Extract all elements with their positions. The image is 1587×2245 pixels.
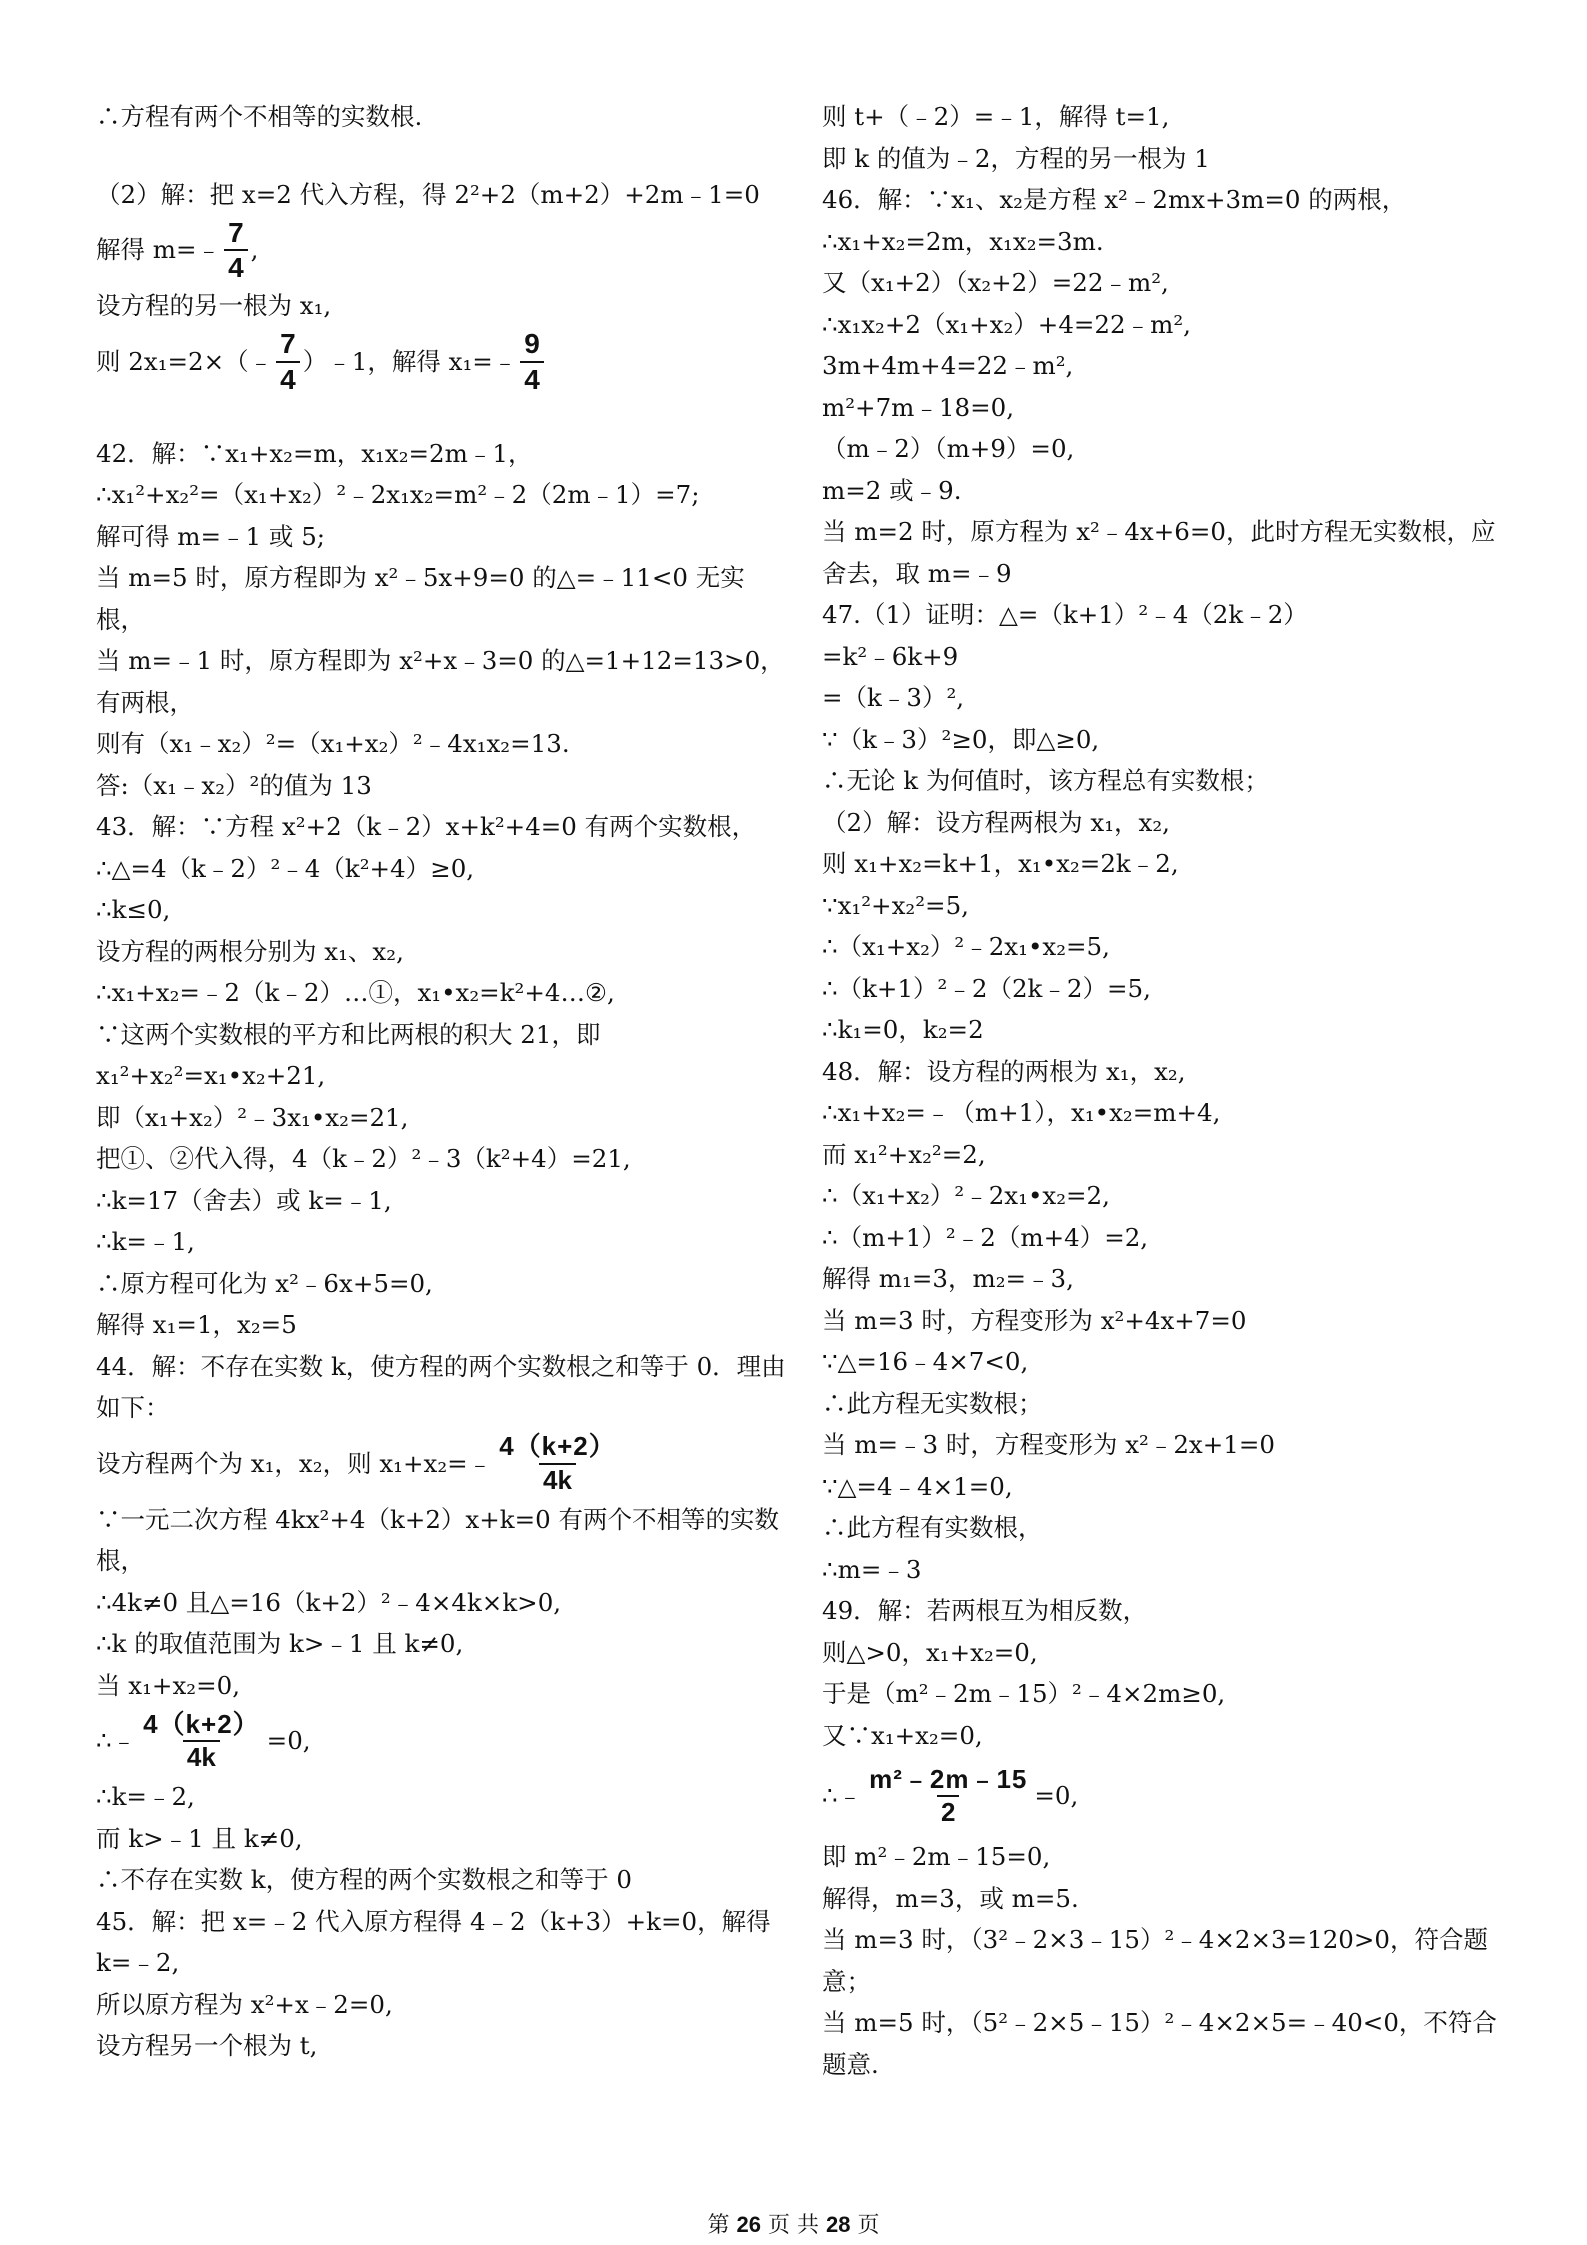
fraction [495,1433,620,1494]
formula-line [96,1706,786,1776]
text-line: ∴不存在实数 k，使方程的两个实数根之和等于 0 [96,1865,633,1894]
formula-line [96,215,786,285]
text-line: 则△>0，x₁+x₂=0, [822,1637,1038,1667]
fraction [865,1763,1031,1827]
text-line: 当 m=5 时，（5²﹣2×5﹣15）²﹣4×2×5=﹣40<0，不符合题意. [822,2008,1497,2079]
text-line: ∴x₁+x₂=2m，x₁x₂=3m. [822,226,1104,256]
text-line: 解得 x₁=1，x₂=5 [96,1310,297,1339]
text-line: ∴（k+1）²﹣2（2k﹣2）=5, [822,973,1151,1003]
text-line: ∴k=﹣1, [96,1227,195,1256]
text-line: 当 m=﹣3 时，方程变形为 x²﹣2x+1=0 [822,1430,1275,1459]
page-number: 26 [736,2212,761,2237]
text-line: ∴（x₁+x₂）²﹣2x₁•x₂=5, [822,932,1110,961]
fraction-denominator: 4 [224,249,248,282]
text-line: 45．解：把 x=﹣2 代入原方程得 4﹣2（k+3）+k=0，解得 k=﹣2, [96,1906,771,1977]
text-line: ∴x₁+x₂=﹣2（k﹣2）…①，x₁•x₂=k²+4…②, [96,978,615,1007]
fraction [139,1708,264,1772]
text-line: 46．解：∵x₁、x₂是方程 x²﹣2mx+3m=0 的两根， [822,185,1407,214]
text-line: 3m+4m+4=22﹣m², [822,351,1074,380]
fraction-numerator: 7 [280,328,296,360]
text-line: ∴无论 k 为何值时，该方程总有实数根； [822,766,1269,795]
spacer [96,138,786,174]
text-line: 解得，m=3，或 m=5. [822,1883,1079,1913]
text-fragment: , [250,235,259,264]
footer-prefix: 第 [707,2213,730,2238]
text-line: 当 m=5 时，原方程即为 x²﹣5x+9=0 的△=﹣11<0 无实根， [96,563,745,634]
text-fragment: =0, [1034,1781,1079,1811]
page-footer [0,2208,1587,2239]
fraction-denominator: 4k [183,1740,220,1771]
text-line: 当 m=3 时，（3²﹣2×3﹣15）²﹣4×2×3=120>0，符合题意； [822,1925,1489,1996]
spacer [96,397,786,433]
right-column [822,96,1512,2085]
text-line: 解可得 m=﹣1 或 5; [96,521,326,551]
text-line: ∴此方程有实数根， [822,1513,1043,1542]
footer-suffix: 页 [857,2213,880,2238]
fraction-numerator: m²﹣2m﹣15 [869,1763,1028,1794]
text-line: 又（x₁+2）（x₂+2）=22﹣m², [822,268,1169,297]
text-line: 设方程的两根分别为 x₁、x₂, [96,936,404,966]
text-line: 当 x₁+x₂=0, [96,1670,240,1700]
text-line: 于是（m²﹣2m﹣15）²﹣4×2m≥0, [822,1679,1226,1708]
text-line: 49．解：若两根互为相反数， [822,1596,1148,1625]
text-line: ∵△=4﹣4×1=0, [822,1471,1013,1501]
text-line: ∴此方程无实数根； [822,1388,1043,1418]
text-fragment: =0, [266,1726,311,1755]
text-line: 而 k>﹣1 且 k≠0, [96,1823,303,1853]
text-fragment: ∴﹣ [822,1781,863,1811]
text-line: 则 x₁+x₂=k+1，x₁•x₂=2k﹣2, [822,849,1179,878]
text-line: ∴（x₁+x₂）²﹣2x₁•x₂=2, [822,1181,1110,1210]
text-fragment: ∴﹣ [96,1726,137,1755]
formula-line [822,1756,1512,1836]
text-line: 则有（x₁﹣x₂）²=（x₁+x₂）²﹣4x₁x₂=13. [96,729,570,758]
text-line: 设方程的另一根为 x₁, [96,291,332,320]
text-line: 即 m²﹣2m﹣15=0, [822,1842,1051,1871]
text-line: 即（x₁+x₂）²﹣3x₁•x₂=21, [96,1102,409,1132]
text-line: 设方程另一个根为 t, [96,2031,318,2060]
text-line: 把①、②代入得，4（k﹣2）²﹣3（k²+4）=21, [96,1144,631,1173]
text-line: ∴△=4（k﹣2）²﹣4（k²+4）≥0, [96,853,475,883]
text-fragment: ）﹣1，解得 x₁=﹣ [302,346,518,376]
fraction-denominator: 4 [276,361,300,394]
text-line: =（k﹣3）², [822,683,965,712]
text-line: ∴k=﹣2, [96,1782,195,1811]
text-line: ∴m=﹣3 [822,1554,922,1584]
text-line: ∵△=16﹣4×7<0, [822,1347,1029,1376]
text-line: ∴k₁=0，k₂=2 [822,1015,984,1044]
text-line: ∴原方程可化为 x²﹣6x+5=0, [96,1268,433,1298]
formula-line [96,327,786,397]
text-line: ∴x₁+x₂=﹣（m+1），x₁•x₂=m+4, [822,1098,1221,1127]
text-line: ∴x₁x₂+2（x₁+x₂）+4=22﹣m², [822,309,1191,339]
fraction [520,329,544,394]
text-line: ∴方程有两个不相等的实数根. [96,102,423,131]
text-line: 解得 m₁=3，m₂=﹣3, [822,1264,1074,1293]
fraction [224,218,248,283]
text-line: ∴x₁²+x₂²=（x₁+x₂）²﹣2x₁x₂=m²﹣2（2m﹣1）=7; [96,480,700,509]
text-fragment: 则 2x₁=2×（﹣ [96,346,274,376]
fraction-numerator: 7 [228,216,244,248]
text-fragment: 设方程两个为 x₁，x₂，则 x₁+x₂=﹣ [96,1448,493,1478]
text-line: m=2 或﹣9. [822,475,962,505]
text-line: 即 k 的值为﹣2，方程的另一根为 1 [822,143,1210,173]
text-line: =k²﹣6k+9 [822,641,959,671]
fraction-denominator: 4 [520,361,544,394]
text-line: 44．解：不存在实数 k，使方程的两个实数根之和等于 0．理由如下： [96,1351,786,1422]
text-line: ∵这两个实数根的平方和比两根的积大 21，即 x₁²+x₂²=x₁•x₂+21, [96,1019,601,1090]
fraction [276,329,300,394]
left-column [96,96,786,2067]
text-line: 48．解：设方程的两根为 x₁，x₂, [822,1056,1186,1086]
text-line: 当 m=2 时，原方程为 x²﹣4x+6=0，此时方程无实数根，应舍去，取 m=﹣9 [822,517,1496,588]
fraction-denominator: 2 [937,1795,959,1826]
text-line: （2）解：把 x=2 代入方程，得 2²+2（m+2）+2m﹣1=0 [96,179,760,209]
page-total: 28 [826,2212,851,2237]
text-line: 47.（1）证明：△=（k+1）²﹣4（2k﹣2） [822,600,1308,629]
text-line: 当 m=﹣1 时，原方程即为 x²+x﹣3=0 的△=1+12=13>0，有两根， [96,646,785,717]
text-line: ∵一元二次方程 4kx²+4（k+2）x+k=0 有两个不相等的实数根， [96,1504,780,1575]
text-line: 而 x₁²+x₂²=2, [822,1139,986,1169]
text-line: 则 t+（﹣2）=﹣1，解得 t=1, [822,102,1170,131]
text-line: ∴k 的取值范围为 k>﹣1 且 k≠0, [96,1629,464,1658]
text-line: （m﹣2）（m+9）=0, [822,434,1075,463]
text-line: m²+7m﹣18=0, [822,392,1014,422]
text-line: 答:（x₁﹣x₂）²的值为 13 [96,770,372,800]
footer-middle: 页 共 [768,2213,819,2238]
formula-line [96,1429,786,1499]
text-line: 43．解：∵方程 x²+2（k﹣2）x+k²+4=0 有两个实数根， [96,812,757,841]
text-line: （2）解：设方程两根为 x₁，x₂, [822,807,1170,837]
text-line: ∴k≤0, [96,895,171,924]
fraction-numerator: 4（k+2） [143,1708,260,1739]
fraction-denominator: 4k [539,1463,576,1494]
text-line: ∴4k≠0 且△=16（k+2）²﹣4×4k×k>0, [96,1587,562,1617]
text-line: 42．解：∵x₁+x₂=m，x₁x₂=2m﹣1， [96,438,533,468]
text-line: ∴k=17（舍去）或 k=﹣1, [96,1185,392,1215]
fraction-numerator: 9 [524,328,540,360]
text-line: ∵x₁²+x₂²=5, [822,890,969,920]
text-line: 当 m=3 时，方程变形为 x²+4x+7=0 [822,1305,1247,1335]
text-line: ∵（k﹣3）²≥0，即△≥0, [822,724,1100,754]
fraction-numerator: 4（k+2） [499,1431,616,1462]
text-line: ∴（m+1）²﹣2（m+4）=2, [822,1222,1149,1252]
text-fragment: 解得 m=﹣ [96,235,222,264]
text-line: 所以原方程为 x²+x﹣2=0, [96,1989,393,2019]
text-line: 又∵x₁+x₂=0, [822,1720,983,1750]
